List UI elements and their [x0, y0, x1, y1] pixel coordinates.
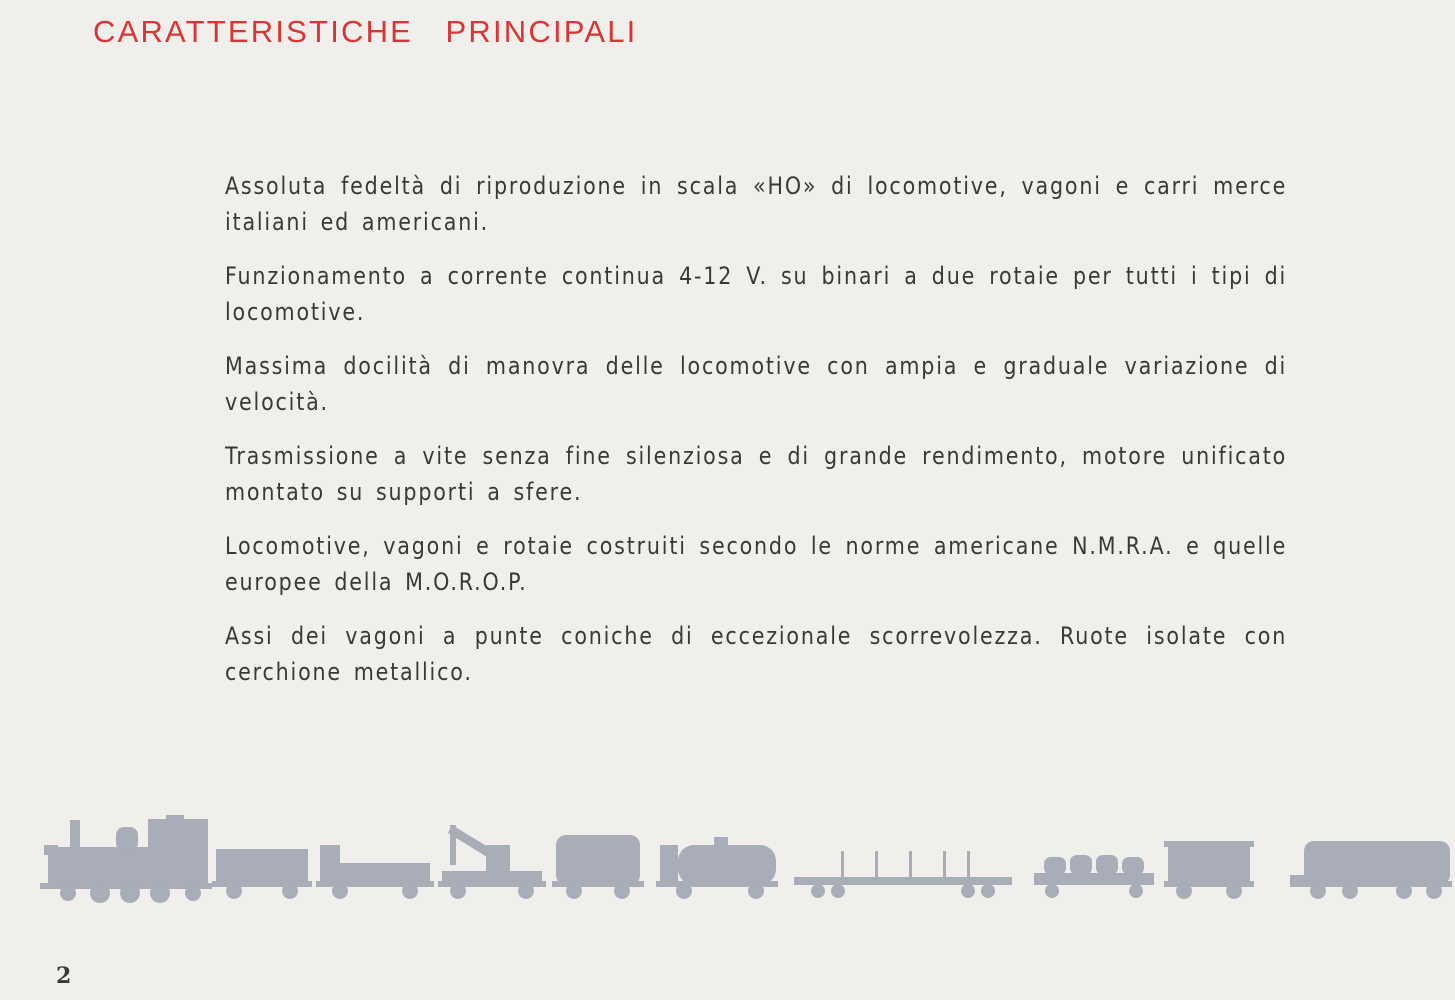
feature-paragraph: Assi dei vagoni a punte coniche di eccezionale scorrevolezza. Ruote isolate con cerchione metallico.	[225, 622, 1288, 686]
train-silhouettes	[38, 815, 1455, 905]
feature-paragraph: Massima docilità di manovra delle locomotive con ampia e graduale variazione di velocità.	[225, 352, 1288, 416]
feature-paragraph: Trasmissione a vite senza fine silenziosa e di grande rendimento, motore unificato montato su supporti a sfere.	[225, 442, 1288, 506]
crane-wagon-icon	[438, 825, 546, 899]
tank-wagon-icon	[656, 837, 778, 899]
tender-wagon-icon	[1290, 841, 1452, 899]
covered-wagon-icon	[1164, 841, 1254, 899]
feature-paragraph: Locomotive, vagoni e rotaie costruiti secondo le norme americane N.M.R.A. e quelle europee della M.O.R.O.P.	[225, 532, 1288, 596]
container-wagon-icon	[1034, 855, 1154, 898]
open-wagon-icon	[212, 849, 312, 899]
features-list	[225, 168, 1287, 708]
feature-paragraph: Funzionamento a corrente continua 4-12 V. su binari a due rotaie per tutti i tipi di locomotive.	[225, 262, 1288, 326]
page-title: CARATTERISTICHE PRINCIPALI	[93, 14, 638, 49]
feature-paragraph: Assoluta fedeltà di riproduzione in scala «HO» di locomotive, vagoni e carri merce italiani ed americani.	[225, 172, 1288, 236]
low-side-wagon-icon	[316, 845, 434, 899]
flat-stake-wagon-icon	[794, 851, 1012, 898]
page-number: 2	[56, 963, 72, 989]
box-tank-wagon-icon	[552, 835, 644, 899]
steam-locomotive-icon	[40, 815, 212, 903]
